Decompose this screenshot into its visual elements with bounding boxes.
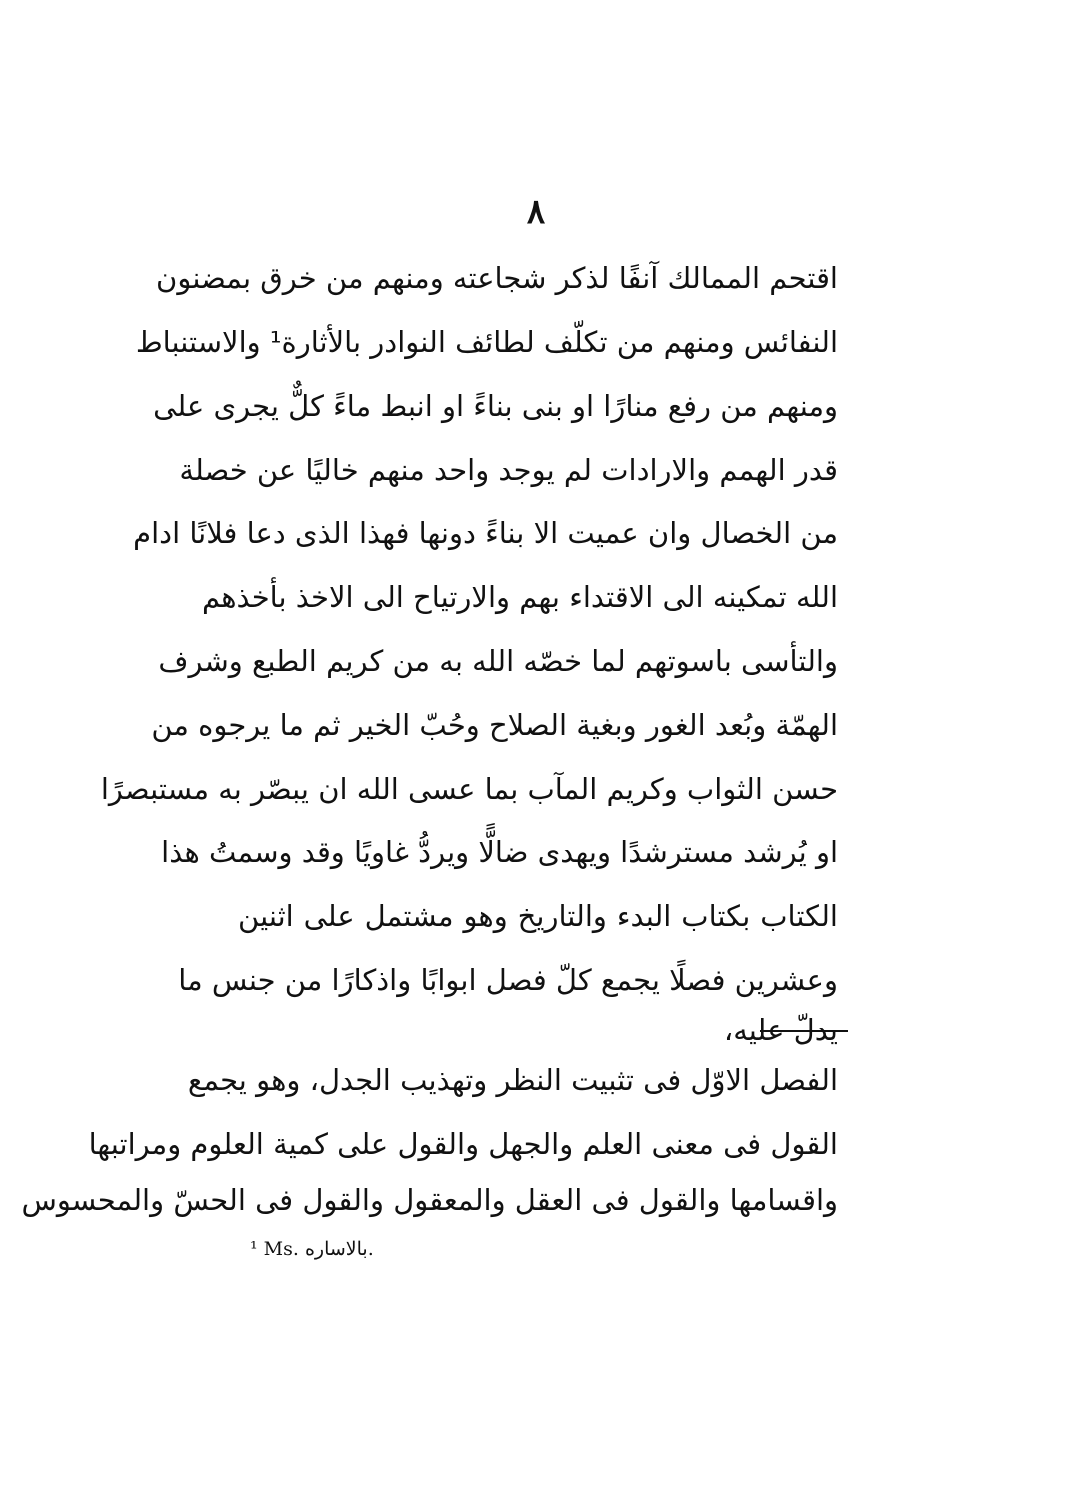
text-line-1-9: حسن الثواب وكريم المآب بما عسى الله ان يبصّر به مستبصرًا [100, 772, 838, 806]
text-line-1-1: اقتحم الممالك آنفًا لذكر شجاعته ومنهم من خرق بمضنون [156, 261, 838, 295]
text-line-1-8: الهمّة وبُعد الغور وبغية الصلاح وحُبّ الخير ثم ما يرجوه من [151, 708, 838, 742]
text-line-2-1: الفصل الاوّل فى تثبيت النظر وتهذيب الجدل، وهو يجمع [187, 1063, 838, 1097]
text-line-1-4: قدر الهمم والارادات لم يوجد واحد منهم خاليًا عن خصلة [179, 453, 838, 487]
text-line-1-11: الكتاب بكتاب البدء والتاريخ وهو مشتمل على اثنين [238, 899, 838, 933]
footnote: ¹ Ms. بالاساره. [250, 1238, 374, 1260]
text-line-1-3: ومنهم من رفع منارًا او بنى بناءً او انبط ماءً كلٌّ يجرى على [153, 389, 838, 423]
text-line-2-3: واقسامها والقول فى العقل والمعقول والقول فى الحسّ والمحسوس [21, 1183, 838, 1217]
page-number: ٨ [526, 192, 546, 232]
separator-rule [760, 1030, 848, 1032]
text-line-1-6: الله تمكينه الى الاقتداء بهم والارتياح الى الاخذ بأخذهم [201, 580, 838, 614]
text-line-1-12: وعشرين فصلًا يجمع كلّ فصل ابوابًا واذكارًا من جنس ما [178, 963, 838, 997]
text-line-1-13: يدلّ عليه، [723, 1013, 838, 1047]
text-line-1-5: من الخصال وان عميت الا بناءً دونها فهذا الذى دعا فلانًا ادام [133, 516, 838, 550]
text-line-1-10: او يُرشد مسترشدًا ويهدى ضالًّا ويردُّ غاويًا وقد وسمتُ هذا [161, 835, 838, 869]
text-line-1-2: النفائس ومنهم من تكلّف لطائف النوادر بالأثارة¹ والاستنباط [135, 325, 838, 359]
text-line-1-7: والتأسى باسوتهم لما خصّه الله به من كريم الطبع وشرف [158, 644, 838, 678]
text-line-2-2: القول فى معنى العلم والجهل والقول على كمية العلوم ومراتبها [88, 1127, 838, 1161]
